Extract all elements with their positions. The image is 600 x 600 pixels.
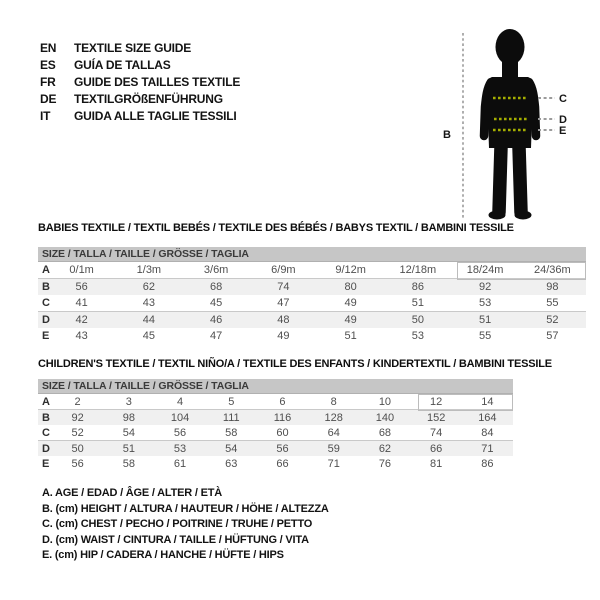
language-code: EN: [40, 41, 57, 55]
table-cell: 92: [71, 411, 84, 424]
table-cell: 86: [481, 457, 494, 470]
children-table: [38, 394, 513, 471]
table-cell: 152: [426, 411, 446, 424]
table-cell: 58: [122, 457, 135, 470]
silhouette-right-foot: [515, 211, 532, 220]
table-row-A: [38, 262, 586, 279]
table-row-C: [38, 425, 513, 441]
row-label: B: [42, 281, 50, 293]
language-title: TEXTILE SIZE GUIDE: [74, 41, 192, 55]
table-cell: 52: [71, 426, 84, 439]
children-section-title: CHILDREN'S TEXTILE / TEXTIL NIÑO/A / TEXTILE DES ENFANTS / KINDERTEXTIL / BAMBINI TESSILE: [38, 358, 552, 370]
table-cell: 98: [122, 411, 135, 424]
table-cell: 98: [546, 281, 559, 293]
table-cell: 50: [411, 314, 424, 326]
table-cell: 80: [344, 281, 357, 293]
language-title: TEXTILGRÖßENFÜHRUNG: [74, 92, 223, 106]
row-label: C: [42, 297, 50, 309]
table-row-B: [38, 279, 586, 295]
table-row-D: [38, 312, 586, 328]
table-cell: 45: [142, 330, 155, 342]
table-cell: 57: [546, 330, 559, 342]
table-cell: 53: [173, 442, 187, 455]
table-cell: 63: [225, 457, 238, 470]
table-cell: 49: [277, 330, 290, 342]
table-cell: 53: [411, 330, 424, 342]
table-cell: 6/9m: [271, 264, 296, 276]
table-cell: 48: [277, 314, 290, 326]
table-cell: 0/1m: [69, 264, 94, 276]
table-cell: 164: [478, 411, 497, 424]
language-code: ES: [40, 58, 56, 72]
table-cell: 104: [170, 411, 190, 424]
silhouette-body: [484, 29, 536, 220]
silhouette-torso: [487, 77, 533, 148]
legend-line-e: E. (cm) HIP / CADERA / HANCHE / HÜFTE / HIPS: [42, 549, 284, 561]
table-cell: 42: [75, 314, 88, 326]
legend-line-c: C. (cm) CHEST / PECHO / POITRINE / TRUHE / PETTO: [42, 518, 313, 530]
silhouette-neck: [502, 59, 518, 77]
table-cell: 66: [276, 457, 289, 470]
label-e: E: [559, 125, 567, 137]
table-cell: 66: [430, 442, 443, 455]
language-list: [40, 40, 240, 125]
table-cell: 71: [327, 457, 340, 470]
table-cell: 1/3m: [136, 264, 162, 276]
table-cell: 18/24m: [466, 264, 504, 276]
silhouette-right-leg: [519, 147, 521, 212]
table-row-D: [38, 441, 513, 456]
row-label: D: [42, 314, 50, 326]
table-row-C: [38, 295, 586, 312]
table-cell: 60: [276, 426, 289, 439]
table-cell: 92: [479, 281, 492, 293]
table-cell: 50: [71, 442, 84, 455]
table-cell: 43: [75, 330, 88, 342]
table-cell: 56: [71, 457, 84, 470]
table-cell: 58: [225, 426, 238, 439]
table-cell: 51: [344, 330, 357, 342]
table-cell: 24/36m: [534, 264, 571, 276]
table-cell: 10: [378, 395, 392, 408]
label-c: C: [559, 93, 567, 105]
table-cell: 76: [378, 457, 392, 470]
language-title: GUIDA ALLE TAGLIE TESSILI: [74, 109, 237, 123]
language-row-it: [40, 108, 240, 125]
table-cell: 6: [279, 395, 286, 408]
table-cell: 3/6m: [203, 264, 229, 276]
legend-line-a: A. AGE / EDAD / ÂGE / ALTER / ETÀ: [42, 487, 223, 499]
table-cell: 53: [479, 297, 492, 309]
table-cell: 59: [327, 442, 340, 455]
babies-table: [38, 262, 586, 344]
label-d: D: [559, 114, 567, 126]
row-label: E: [42, 457, 50, 470]
table-cell: 51: [122, 442, 135, 455]
table-row-E: [38, 328, 586, 344]
table-cell: 51: [411, 297, 424, 309]
language-title: GUÍA DE TALLAS: [74, 58, 171, 72]
row-label: B: [42, 411, 50, 424]
table-cell: 47: [210, 330, 223, 342]
table-cell: 111: [222, 411, 240, 424]
table-cell: 54: [122, 426, 135, 439]
legend-line-d: D. (cm) WAIST / CINTURA / TAILLE / HÜFTUNG / VITA: [42, 533, 309, 546]
table-cell: 61: [173, 457, 187, 470]
table-cell: 9/12m: [335, 264, 366, 276]
table-cell: 46: [210, 314, 223, 326]
language-code: IT: [40, 109, 51, 123]
table-cell: 68: [378, 426, 392, 439]
table-cell: 47: [277, 297, 290, 309]
table-cell: 56: [173, 426, 187, 439]
table-cell: 49: [344, 314, 357, 326]
children-size-header: SIZE / TALLA / TAILLE / GRÖSSE / TAGLIA: [38, 379, 513, 394]
measurement-figure: [435, 15, 595, 230]
table-row-B: [38, 410, 513, 425]
table-cell: 54: [225, 442, 238, 455]
table-cell: 43: [142, 297, 155, 309]
table-cell: 62: [378, 442, 392, 455]
table-row-A: [38, 394, 513, 410]
table-cell: 8: [330, 395, 337, 408]
table-cell: 81: [430, 457, 443, 470]
table-cell: 56: [75, 281, 88, 293]
table-cell: 140: [375, 411, 395, 424]
table-cell: 12: [430, 395, 443, 408]
babies-section: [38, 222, 586, 344]
table-cell: 55: [546, 297, 559, 309]
table-cell: 128: [324, 411, 343, 424]
table-cell: 84: [481, 426, 494, 439]
table-cell: 14: [481, 395, 494, 408]
babies-section-title: BABIES TEXTILE / TEXTIL BEBÉS / TEXTILE DES BÉBÉS / BABYS TEXTIL / BAMBINI TESSILE: [38, 222, 514, 234]
label-b: B: [443, 129, 451, 141]
table-cell: 5: [228, 395, 235, 408]
table-cell: 52: [546, 314, 559, 326]
table-cell: 74: [430, 426, 443, 439]
language-code: DE: [40, 92, 57, 106]
language-row-de: [40, 91, 240, 108]
table-cell: 64: [327, 426, 340, 439]
language-row-fr: [40, 74, 240, 91]
table-cell: 2: [74, 395, 81, 408]
row-label: C: [42, 426, 50, 439]
table-cell: 116: [273, 411, 292, 424]
legend-line-b: B. (cm) HEIGHT / ALTURA / HAUTEUR / HÖHE / ALTEZZA: [42, 502, 329, 515]
row-label: D: [42, 442, 50, 455]
silhouette-left-foot: [489, 211, 506, 220]
table-row-E: [38, 456, 513, 471]
table-cell: 71: [481, 442, 494, 455]
table-cell: 3: [125, 395, 132, 408]
table-cell: 49: [344, 297, 357, 309]
language-row-es: [40, 57, 240, 74]
children-section: [38, 358, 552, 471]
table-cell: 55: [479, 330, 492, 342]
row-label: E: [42, 330, 50, 342]
silhouette-left-leg: [499, 147, 501, 212]
measurement-legend: [42, 486, 329, 564]
language-row-en: [40, 40, 240, 57]
table-cell: 62: [142, 281, 155, 293]
language-code: FR: [40, 75, 56, 89]
table-cell: 4: [176, 395, 184, 408]
table-cell: 74: [277, 281, 290, 293]
table-cell: 68: [210, 281, 223, 293]
table-cell: 56: [276, 442, 289, 455]
row-label: A: [42, 264, 50, 276]
table-cell: 12/18m: [399, 264, 437, 276]
child-silhouette-icon: [435, 15, 595, 230]
language-title: GUIDE DES TAILLES TEXTILE: [74, 75, 241, 89]
table-cell: 86: [411, 281, 424, 293]
table-cell: 51: [479, 314, 492, 326]
babies-size-header: SIZE / TALLA / TAILLE / GRÖSSE / TAGLIA: [38, 247, 586, 262]
table-cell: 44: [142, 314, 155, 326]
table-cell: 45: [210, 297, 223, 309]
table-cell: 41: [75, 297, 88, 309]
row-label: A: [42, 395, 50, 408]
